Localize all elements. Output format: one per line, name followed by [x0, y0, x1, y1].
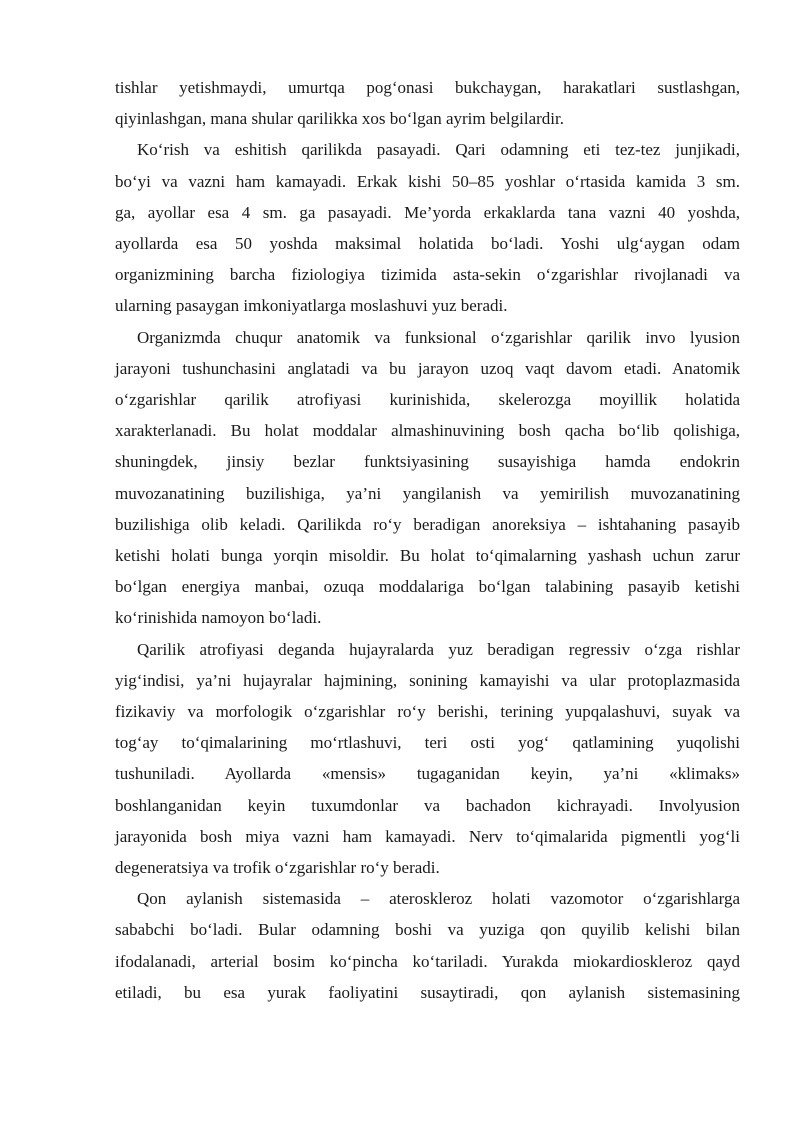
text-line: fizikaviy va morfologik o‘zgarishlar ro‘y berishi, terining yupqalashuvi, suyak va — [115, 702, 740, 722]
text-line: Organizmda chuqur anatomik va funksional o‘zgarishlar qarilik invo lyusion — [137, 327, 740, 347]
text-line: bo‘lgan energiya manbai, ozuqa moddalariga bo‘lgan talabining pasayib ketishi — [115, 577, 740, 597]
text-line: xarakterlanadi. Bu holat moddalar almashinuvining bosh qacha bo‘lib qolishiga, — [115, 421, 740, 441]
text-line: jarayoni tushunchasini anglatadi va bu jarayon uzoq vaqt davom etadi. Anatomik — [115, 358, 740, 378]
text-line: ketishi holati bunga yorqin misoldir. Bu holat to‘qimalarning yashash uchun zarur — [115, 546, 740, 566]
text-line: tog‘ay to‘qimalarining mo‘rtlashuvi, teri osti yog‘ qatlamining yuqolishi — [115, 733, 740, 753]
text-line: muvozanatining buzilishiga, ya’ni yangilanish va yemirilish muvozanatining — [115, 483, 740, 503]
text-line: buzilishiga olib keladi. Qarilikda ro‘y beradigan anoreksiya – ishtahaning pasayib — [115, 514, 740, 534]
text-line: qiyinlashgan, mana shular qarilikka xos bo‘lgan ayrim belgilardir. — [115, 109, 564, 129]
text-line: etiladi, bu esa yurak faoliyatini susaytiradi, qon aylanish sistemasining — [115, 982, 740, 1002]
paragraph — [115, 634, 740, 884]
text-line: bo‘yi va vazni ham kamayadi. Erkak kishi 50–85 yoshlar o‘rtasida kamida 3 sm. — [115, 171, 740, 191]
text-line: shuningdek, jinsiy bezlar funktsiyasining susayishiga hamda endokrin — [115, 452, 740, 472]
text-line: ko‘rinishida namoyon bo‘ladi. — [115, 608, 322, 628]
text-line: ifodalanadi, arterial bosim ko‘pincha ko‘tariladi. Yurakda miokardioskleroz qayd — [115, 951, 740, 971]
text-line: Ko‘rish va eshitish qarilikda pasayadi. Qari odamning eti tez-tez junjikadi, — [137, 140, 740, 160]
text-line: ularning pasaygan imkoniyatlarga moslashuvi yuz beradi. — [115, 296, 508, 316]
text-line: o‘zgarishlar qarilik atrofiyasi kurinishida, skelerozga moyillik holatida — [115, 390, 740, 410]
text-line: boshlanganidan keyin tuxumdonlar va bachadon kichrayadi. Involyusion — [115, 795, 740, 815]
paragraph — [115, 72, 740, 134]
paragraph — [115, 322, 740, 634]
text-line: jarayonida bosh miya vazni ham kamayadi. Nerv to‘qimalarida pigmentli yog‘li — [115, 826, 740, 846]
text-line: organizmining barcha fiziologiya tizimida asta-sekin o‘zgarishlar rivojlanadi va — [115, 265, 740, 285]
paragraph — [115, 883, 740, 1008]
text-line: tishlar yetishmaydi, umurtqa pog‘onasi bukchaygan, harakatlari sustlashgan, — [115, 78, 740, 97]
text-line: sababchi bo‘ladi. Bular odamning boshi va yuziga qon quyilib kelishi bilan — [115, 920, 740, 940]
text-line: yig‘indisi, ya’ni hujayralar hajmining, sonining kamayishi va ular protoplazmasida — [115, 670, 740, 690]
text-line: ayollarda esa 50 yoshda maksimal holatida bo‘ladi. Yoshi ulg‘aygan odam — [115, 234, 740, 254]
text-line: ga, ayollar esa 4 sm. ga pasayadi. Me’yorda erkaklarda tana vazni 40 yoshda, — [115, 202, 740, 222]
text-line: tushuniladi. Ayollarda «mensis» tugaganidan keyin, ya’ni «klimaks» — [115, 764, 740, 784]
document-page — [115, 72, 740, 1008]
text-line: Qon aylanish sistemasida – ateroskleroz holati vazomotor o‘zgarishlarga — [137, 889, 740, 909]
text-line: degeneratsiya va trofik o‘zgarishlar ro‘y beradi. — [115, 858, 440, 878]
paragraph — [115, 134, 740, 321]
text-line: Qarilik atrofiyasi deganda hujayralarda yuz beradigan regressiv o‘zga rishlar — [137, 639, 740, 659]
